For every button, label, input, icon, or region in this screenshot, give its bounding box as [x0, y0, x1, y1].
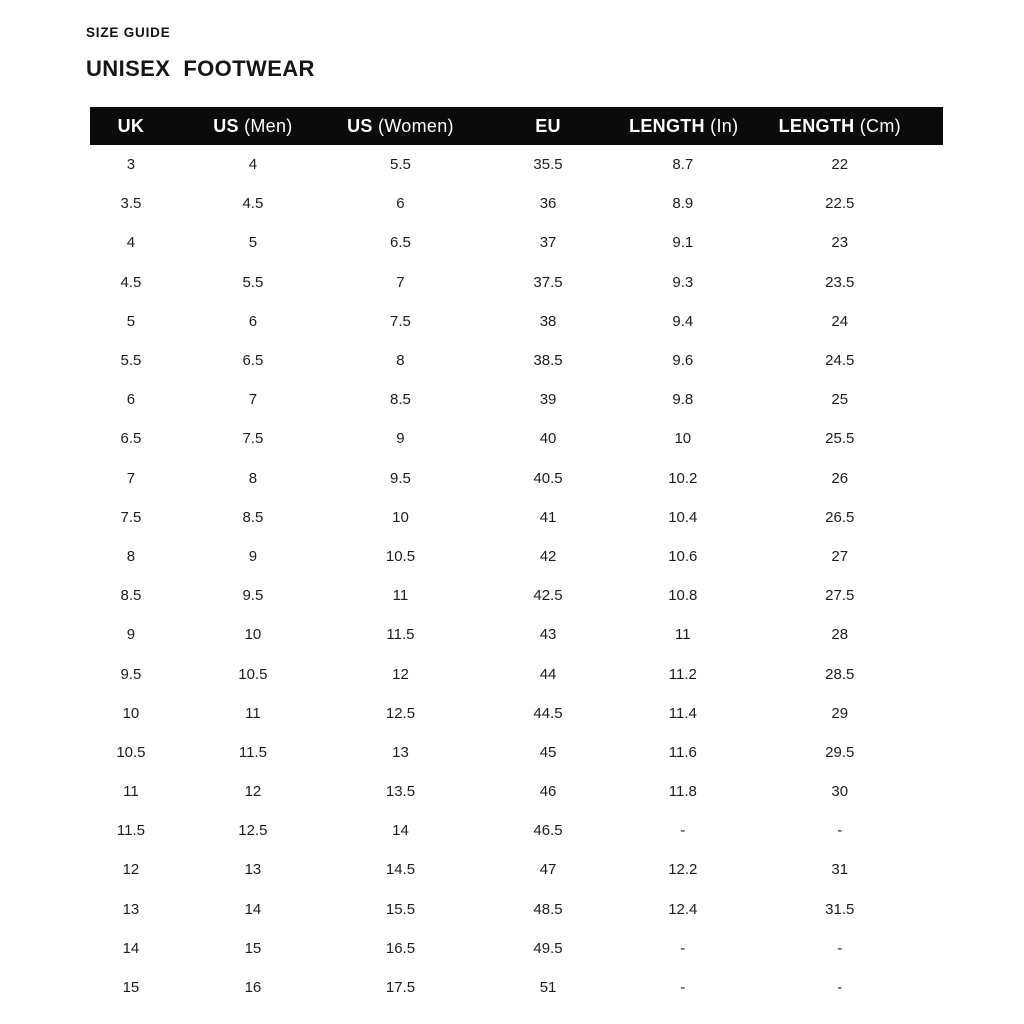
table-cell: 12.2: [668, 861, 698, 879]
table-cell: 5.5: [390, 156, 411, 174]
table-cell: -: [837, 822, 843, 840]
table-cell: 10.5: [116, 743, 146, 761]
table-cell: 8.5: [242, 508, 264, 526]
table-cell: 10.6: [668, 547, 698, 565]
table-cell: 27.5: [825, 587, 855, 605]
table-cell: 11.5: [116, 822, 145, 840]
table-cell: 28.5: [825, 665, 855, 683]
table-cell: 23: [831, 234, 849, 252]
table-cell: 15.5: [385, 900, 416, 918]
table-cell: 13.5: [385, 783, 416, 801]
table-cell: 8.7: [672, 156, 694, 174]
table-cell: 7: [126, 469, 136, 487]
table-cell: 10: [122, 704, 140, 722]
table-cell: 26.5: [825, 508, 855, 526]
table-cell: 13: [392, 743, 409, 761]
table-cell: 26: [831, 469, 849, 487]
table-cell: 12.4: [668, 900, 698, 918]
table-cell: 9.4: [672, 312, 694, 330]
table-row: [90, 459, 943, 498]
table-cell: 31.5: [825, 900, 855, 918]
table-cell: 7.5: [120, 508, 142, 526]
table-cell: 3.5: [120, 195, 142, 213]
table-row: [90, 733, 943, 772]
table-cell: 8.5: [390, 391, 411, 409]
table-cell: 43: [539, 626, 557, 644]
table-cell: 13: [122, 900, 140, 918]
table-row: [90, 968, 943, 1007]
table-cell: 49.5: [533, 939, 563, 957]
table-cell: 29.5: [825, 743, 855, 761]
table-cell: 38: [539, 312, 557, 330]
table-cell: 9: [248, 547, 258, 565]
table-cell: 37.5: [533, 273, 563, 291]
table-cell: 14: [392, 822, 409, 840]
table-row: [90, 341, 943, 380]
table-cell: 7.5: [390, 312, 411, 330]
column-header-length-cm: LENGTH (Cm): [737, 107, 943, 145]
table-cell: 27: [831, 547, 849, 565]
table-cell: 13: [244, 861, 262, 879]
table-cell: 15: [122, 979, 140, 997]
table-cell: 6.5: [242, 352, 264, 370]
table-cell: 7: [396, 273, 405, 291]
table-cell: 16.5: [385, 939, 416, 957]
table-cell: 25: [831, 391, 849, 409]
column-header-eu: EU: [467, 107, 629, 145]
column-header-us-men: US (Men): [172, 107, 334, 145]
table-row: [90, 498, 943, 537]
table-row: [90, 223, 943, 262]
table-row: [90, 850, 943, 889]
table-row: [90, 929, 943, 968]
table-cell: 8.9: [672, 195, 694, 213]
table-cell: -: [837, 939, 843, 957]
table-cell: 4: [248, 156, 258, 174]
table-cell: 4.5: [242, 195, 264, 213]
table-cell: 40.5: [533, 469, 563, 487]
column-header-us-women: US (Women): [334, 107, 467, 145]
table-cell: 10: [392, 508, 409, 526]
table-cell: 5: [126, 312, 136, 330]
table-cell: -: [680, 939, 686, 957]
table-cell: 36: [539, 195, 557, 213]
size-chart-body: [90, 145, 943, 1007]
table-cell: 10: [244, 626, 262, 644]
table-cell: 46: [539, 783, 557, 801]
table-cell: -: [680, 979, 686, 997]
table-cell: 25.5: [825, 430, 855, 448]
table-cell: 11.2: [668, 665, 697, 683]
table-cell: 14: [122, 939, 140, 957]
table-cell: 16: [244, 979, 262, 997]
table-cell: 44: [539, 665, 557, 683]
table-cell: 5.5: [120, 352, 142, 370]
table-cell: 11: [675, 626, 691, 644]
table-cell: 10.5: [238, 665, 268, 683]
table-cell: 9.5: [390, 469, 411, 487]
table-cell: 14: [244, 900, 262, 918]
table-cell: 35.5: [533, 156, 563, 174]
table-cell: 11.8: [668, 783, 697, 801]
table-row: [90, 576, 943, 615]
table-cell: 4: [126, 234, 136, 252]
header-row: [90, 107, 943, 145]
table-row: [90, 380, 943, 419]
table-cell: -: [680, 822, 686, 840]
table-cell: 10.2: [668, 469, 698, 487]
table-cell: 8: [126, 547, 136, 565]
table-cell: 9.3: [672, 273, 694, 291]
table-cell: 10.8: [668, 587, 698, 605]
column-header-uk: UK: [90, 107, 172, 145]
table-cell: 9.8: [672, 391, 694, 409]
page-title: UNISEX FOOTWEAR: [86, 56, 315, 81]
table-cell: 51: [539, 979, 557, 997]
table-cell: 12: [122, 861, 140, 879]
table-cell: 12.5: [238, 822, 268, 840]
table-cell: 41: [539, 508, 557, 526]
table-row: [90, 694, 943, 733]
table-cell: 11.6: [668, 743, 697, 761]
table-cell: 38.5: [533, 352, 563, 370]
table-cell: -: [837, 979, 843, 997]
table-cell: 3: [126, 156, 136, 174]
table-cell: 12: [244, 783, 262, 801]
table-row: [90, 145, 943, 184]
table-cell: 11: [123, 783, 139, 801]
table-row: [90, 537, 943, 576]
table-cell: 7: [248, 391, 258, 409]
table-cell: 22.5: [825, 195, 855, 213]
table-cell: 8.5: [120, 587, 142, 605]
table-cell: 10.5: [385, 547, 416, 565]
table-row: [90, 263, 943, 302]
table-cell: 15: [244, 939, 262, 957]
table-cell: 6.5: [390, 234, 411, 252]
table-cell: 9.5: [120, 665, 142, 683]
table-cell: 12.5: [385, 704, 416, 722]
table-cell: 24.5: [825, 352, 855, 370]
table-cell: 40: [539, 430, 557, 448]
size-chart-table: [90, 107, 943, 1007]
table-cell: 45: [539, 743, 557, 761]
table-cell: 14.5: [385, 861, 416, 879]
table-cell: 9.5: [242, 587, 264, 605]
table-row: [90, 419, 943, 458]
table-cell: 10.4: [668, 508, 698, 526]
column-header-length-in: LENGTH (In): [629, 107, 736, 145]
table-cell: 24: [831, 312, 849, 330]
table-cell: 37: [539, 234, 557, 252]
table-cell: 48.5: [533, 900, 563, 918]
table-cell: 44.5: [533, 704, 563, 722]
table-row: [90, 184, 943, 223]
table-row: [90, 654, 943, 693]
table-cell: 22: [831, 156, 849, 174]
table-cell: 11.4: [668, 704, 697, 722]
table-cell: 8: [248, 469, 258, 487]
table-cell: 11: [245, 704, 261, 722]
table-cell: 29: [831, 704, 849, 722]
table-cell: 39: [539, 391, 557, 409]
table-cell: 47: [539, 861, 557, 879]
table-cell: 6: [396, 195, 405, 213]
table-row: [90, 615, 943, 654]
table-cell: 5: [248, 234, 258, 252]
table-cell: 8: [396, 352, 405, 370]
table-cell: 5.5: [242, 273, 264, 291]
table-cell: 23.5: [825, 273, 855, 291]
table-cell: 10: [674, 430, 692, 448]
table-cell: 12: [392, 665, 409, 683]
table-cell: 30: [831, 783, 849, 801]
table-cell: 17.5: [385, 979, 416, 997]
table-cell: 46.5: [533, 822, 563, 840]
table-row: [90, 302, 943, 341]
table-cell: 4.5: [120, 273, 142, 291]
size-guide-label: SIZE GUIDE: [86, 25, 171, 40]
table-cell: 42: [539, 547, 557, 565]
table-cell: 11.5: [238, 743, 267, 761]
table-cell: 42.5: [533, 587, 563, 605]
table-row: [90, 811, 943, 850]
table-cell: 9: [126, 626, 136, 644]
table-cell: 28: [831, 626, 849, 644]
table-cell: 9: [396, 430, 405, 448]
table-cell: 9.1: [672, 234, 694, 252]
table-row: [90, 890, 943, 929]
table-cell: 31: [831, 861, 849, 879]
table-row: [90, 772, 943, 811]
table-cell: 7.5: [242, 430, 264, 448]
table-cell: 11: [392, 587, 409, 605]
table-cell: 6.5: [120, 430, 142, 448]
table-cell: 11.5: [386, 626, 415, 644]
table-cell: 9.6: [672, 352, 694, 370]
size-chart-header: [90, 107, 943, 145]
table-cell: 6: [126, 391, 136, 409]
table-cell: 6: [248, 312, 258, 330]
